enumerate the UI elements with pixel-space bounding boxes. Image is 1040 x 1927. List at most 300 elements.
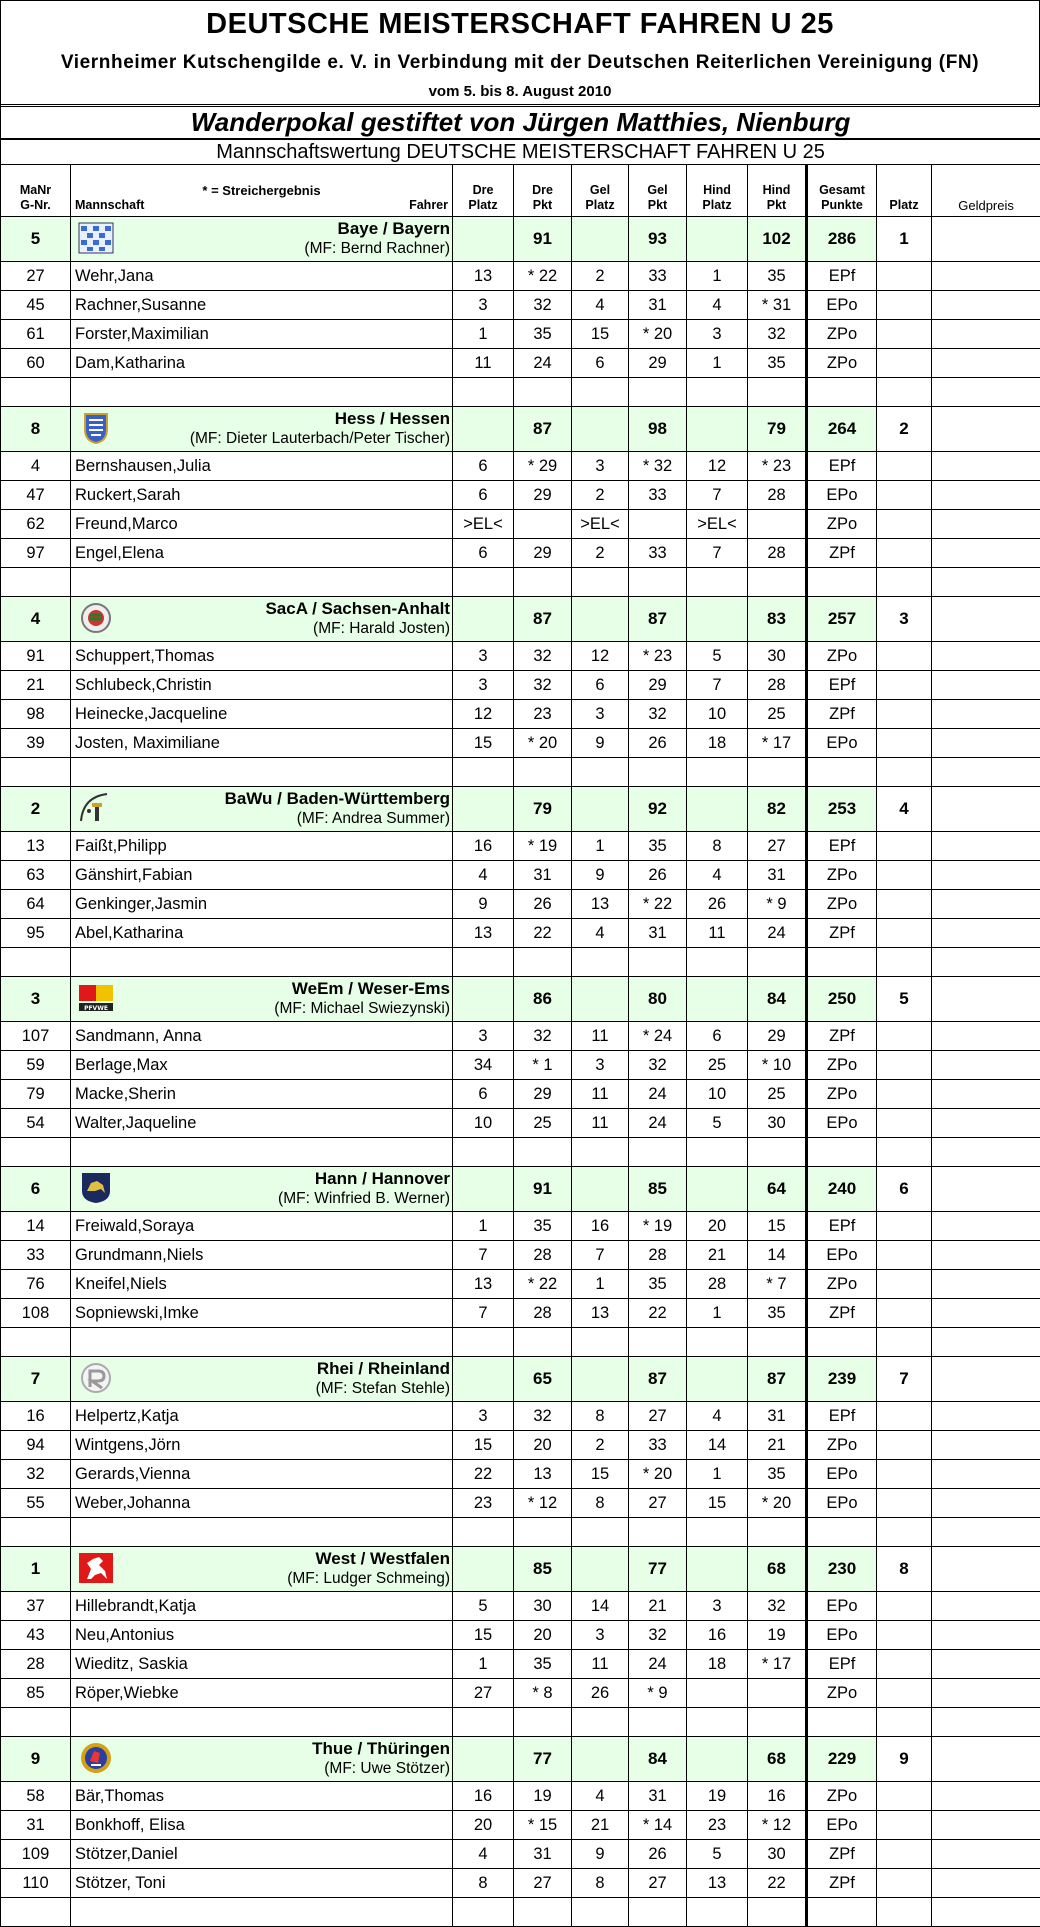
rider-gel-pkt: * 22 [629, 890, 687, 919]
rider-gel-pkt: * 20 [629, 320, 687, 349]
team-name-cell [71, 1167, 453, 1212]
team-geldpreis [932, 407, 1040, 452]
spacer-cell [748, 378, 807, 407]
rider-gel-platz: 7 [572, 1241, 629, 1270]
rider-class: EPo [807, 1592, 877, 1621]
rider-hind-pkt: 32 [748, 1592, 807, 1621]
rider-number: 85 [1, 1679, 71, 1708]
rider-gel-platz: 6 [572, 349, 629, 378]
col-mannschaft [71, 165, 453, 217]
rider-geldpreis [932, 452, 1040, 481]
team-row [1, 1167, 1040, 1212]
spacer-cell [807, 948, 877, 977]
rider-number: 108 [1, 1299, 71, 1328]
rider-row [1, 1460, 1040, 1489]
col-fahrer-label: Fahrer [409, 198, 448, 213]
team-hind-platz [687, 1167, 748, 1212]
spacer-cell [629, 378, 687, 407]
rider-gel-platz: 1 [572, 1270, 629, 1299]
spacer-cell [748, 1898, 807, 1927]
spacer-cell [932, 568, 1040, 597]
rider-row [1, 262, 1040, 291]
spacer-row [1, 1518, 1040, 1547]
col-hind-platz-l1: Hind [703, 183, 731, 197]
rider-row [1, 1650, 1040, 1679]
rider-gel-platz: 12 [572, 642, 629, 671]
rider-platz [877, 1840, 932, 1869]
rider-name: Gänshirt,Fabian [71, 861, 453, 890]
rider-class: ZPo [807, 1679, 877, 1708]
col-gesamt-l1: Gesamt [819, 183, 865, 197]
rider-dre-pkt: 29 [514, 481, 572, 510]
spacer-row [1, 378, 1040, 407]
rider-hind-platz: 25 [687, 1051, 748, 1080]
rider-geldpreis [932, 291, 1040, 320]
rider-dre-platz: 5 [453, 1592, 514, 1621]
spacer-row [1, 568, 1040, 597]
rider-hind-platz: 3 [687, 320, 748, 349]
rider-platz [877, 1241, 932, 1270]
rider-number: 63 [1, 861, 71, 890]
team-dre-pkt: 79 [514, 787, 572, 832]
rider-hind-pkt: 28 [748, 539, 807, 568]
rider-platz [877, 320, 932, 349]
rider-hind-pkt: 19 [748, 1621, 807, 1650]
rider-dre-pkt: 20 [514, 1621, 572, 1650]
rider-gel-platz: 21 [572, 1811, 629, 1840]
team-row [1, 597, 1040, 642]
rider-gel-platz: 4 [572, 1782, 629, 1811]
spacer-cell [877, 1138, 932, 1167]
rider-class: EPo [807, 1460, 877, 1489]
rider-hind-pkt: 14 [748, 1241, 807, 1270]
rider-dre-platz: 4 [453, 861, 514, 890]
rider-gel-platz: 13 [572, 890, 629, 919]
team-dre-platz [453, 1547, 514, 1592]
rider-hind-platz: 1 [687, 349, 748, 378]
team-platz: 7 [877, 1357, 932, 1402]
rider-gel-platz: 2 [572, 481, 629, 510]
rider-dre-pkt: * 8 [514, 1679, 572, 1708]
rider-name: Freund,Marco [71, 510, 453, 539]
spacer-cell [807, 1708, 877, 1737]
spacer-cell [514, 758, 572, 787]
spacer-cell [687, 1328, 748, 1357]
rider-hind-pkt: * 7 [748, 1270, 807, 1299]
rider-platz [877, 1431, 932, 1460]
team-gel-pkt: 77 [629, 1547, 687, 1592]
team-hind-pkt: 83 [748, 597, 807, 642]
team-dre-platz [453, 1357, 514, 1402]
svg-text:PFVWE: PFVWE [84, 1005, 108, 1012]
rider-platz [877, 1270, 932, 1299]
team-row [1, 1737, 1040, 1782]
spacer-cell [687, 758, 748, 787]
rider-geldpreis [932, 1679, 1040, 1708]
spacer-cell [572, 758, 629, 787]
rider-hind-pkt: 25 [748, 1080, 807, 1109]
spacer-cell [514, 1518, 572, 1547]
col-dre-platz-l1: Dre [473, 183, 494, 197]
rider-hind-pkt: 24 [748, 919, 807, 948]
team-number: 3 [1, 977, 71, 1022]
rider-number: 32 [1, 1460, 71, 1489]
col-gel-pkt-l1: Gel [647, 183, 667, 197]
rider-hind-pkt: 15 [748, 1212, 807, 1241]
rider-row [1, 1051, 1040, 1080]
spacer-cell [807, 1518, 877, 1547]
rider-number: 16 [1, 1402, 71, 1431]
spacer-cell [1, 1708, 71, 1737]
team-name: Thue / Thüringen [77, 1739, 450, 1759]
team-gesamt: 253 [807, 787, 877, 832]
team-row [1, 407, 1040, 452]
rider-class: ZPo [807, 1270, 877, 1299]
rider-name: Sandmann, Anna [71, 1022, 453, 1051]
team-dre-pkt: 65 [514, 1357, 572, 1402]
rider-gel-pkt: 29 [629, 349, 687, 378]
spacer-cell [1, 1328, 71, 1357]
rider-dre-pkt: 24 [514, 349, 572, 378]
rider-number: 61 [1, 320, 71, 349]
team-platz: 8 [877, 1547, 932, 1592]
spacer-cell [687, 948, 748, 977]
document-header [0, 0, 1040, 104]
rider-hind-pkt: 35 [748, 262, 807, 291]
team-gel-pkt: 84 [629, 1737, 687, 1782]
rider-dre-pkt: 20 [514, 1431, 572, 1460]
rider-platz [877, 481, 932, 510]
col-hind-platz [687, 165, 748, 217]
team-number: 2 [1, 787, 71, 832]
rider-dre-platz: 1 [453, 1650, 514, 1679]
spacer-cell [932, 758, 1040, 787]
rider-hind-platz: 5 [687, 1109, 748, 1138]
rider-name: Weber,Johanna [71, 1489, 453, 1518]
team-gel-pkt: 87 [629, 597, 687, 642]
rider-dre-platz: 9 [453, 890, 514, 919]
rider-name: Faißt,Philipp [71, 832, 453, 861]
spacer-cell [71, 948, 453, 977]
rider-geldpreis [932, 1869, 1040, 1898]
rider-platz [877, 1460, 932, 1489]
spacer-cell [629, 568, 687, 597]
spacer-cell [687, 1708, 748, 1737]
rider-hind-platz: 6 [687, 1022, 748, 1051]
rider-hind-platz: 4 [687, 861, 748, 890]
team-row [1, 1357, 1040, 1402]
team-name: SacA / Sachsen-Anhalt [77, 599, 450, 619]
spacer-cell [514, 378, 572, 407]
rider-number: 14 [1, 1212, 71, 1241]
rider-gel-platz: 4 [572, 919, 629, 948]
rider-hind-pkt: 31 [748, 861, 807, 890]
rider-number: 47 [1, 481, 71, 510]
team-hind-pkt: 79 [748, 407, 807, 452]
rider-hind-pkt: * 20 [748, 1489, 807, 1518]
rider-gel-platz: 11 [572, 1650, 629, 1679]
rider-name: Schlubeck,Christin [71, 671, 453, 700]
rider-platz [877, 890, 932, 919]
rider-gel-pkt: * 9 [629, 1679, 687, 1708]
rider-hind-pkt: 35 [748, 1299, 807, 1328]
rider-hind-pkt: 25 [748, 700, 807, 729]
spacer-cell [71, 568, 453, 597]
rider-dre-pkt: 28 [514, 1299, 572, 1328]
rider-hind-pkt: * 23 [748, 452, 807, 481]
rider-class: ZPf [807, 919, 877, 948]
col-gel-pkt [629, 165, 687, 217]
team-manager: (MF: Michael Swiezynski) [77, 999, 450, 1019]
rider-platz [877, 832, 932, 861]
rider-platz [877, 1592, 932, 1621]
spacer-cell [748, 1518, 807, 1547]
rider-dre-pkt: 13 [514, 1460, 572, 1489]
rider-class: EPf [807, 1402, 877, 1431]
rider-gel-pkt: 35 [629, 1270, 687, 1299]
team-name: Rhei / Rheinland [77, 1359, 450, 1379]
rider-class: EPo [807, 1241, 877, 1270]
rider-geldpreis [932, 1650, 1040, 1679]
rider-dre-platz: 27 [453, 1679, 514, 1708]
spacer-cell [807, 568, 877, 597]
rider-row [1, 510, 1040, 539]
rider-dre-platz: 4 [453, 1840, 514, 1869]
hesse-crest [77, 411, 115, 445]
spacer-cell [572, 1138, 629, 1167]
rider-hind-platz: 3 [687, 1592, 748, 1621]
team-geldpreis [932, 597, 1040, 642]
rider-name: Ruckert,Sarah [71, 481, 453, 510]
team-number: 6 [1, 1167, 71, 1212]
rider-row [1, 1299, 1040, 1328]
team-gel-platz [572, 1547, 629, 1592]
rider-gel-pkt: 33 [629, 481, 687, 510]
col-manr-label: MaNr [20, 183, 51, 197]
spacer-cell [748, 758, 807, 787]
rider-platz [877, 700, 932, 729]
rider-geldpreis [932, 1460, 1040, 1489]
rider-gel-pkt: * 23 [629, 642, 687, 671]
rider-platz [877, 1621, 932, 1650]
rider-name: Stötzer, Toni [71, 1869, 453, 1898]
rider-geldpreis [932, 1299, 1040, 1328]
rider-hind-platz: 21 [687, 1241, 748, 1270]
rider-class: EPf [807, 1212, 877, 1241]
team-number: 4 [1, 597, 71, 642]
rider-class: EPo [807, 1489, 877, 1518]
team-geldpreis [932, 787, 1040, 832]
rider-hind-pkt: 16 [748, 1782, 807, 1811]
rider-class: ZPo [807, 1782, 877, 1811]
team-gel-pkt: 93 [629, 217, 687, 262]
team-gesamt: 240 [807, 1167, 877, 1212]
spacer-cell [877, 378, 932, 407]
rider-name: Heinecke,Jacqueline [71, 700, 453, 729]
spacer-cell [877, 1518, 932, 1547]
rider-platz [877, 539, 932, 568]
rider-gel-pkt: 32 [629, 1621, 687, 1650]
spacer-cell [572, 948, 629, 977]
rider-number: 21 [1, 671, 71, 700]
team-hind-pkt: 64 [748, 1167, 807, 1212]
rider-number: 59 [1, 1051, 71, 1080]
rider-geldpreis [932, 1270, 1040, 1299]
team-name-cell [71, 407, 453, 452]
rider-hind-pkt: 35 [748, 349, 807, 378]
baden-wuerttemberg-crest [77, 791, 115, 825]
team-name-cell [71, 1357, 453, 1402]
team-name: WeEm / Weser-Ems [77, 979, 450, 999]
rider-platz [877, 1080, 932, 1109]
rider-row [1, 539, 1040, 568]
team-name-cell [71, 217, 453, 262]
rider-gel-platz: 14 [572, 1592, 629, 1621]
rider-name: Gerards,Vienna [71, 1460, 453, 1489]
spacer-cell [1, 948, 71, 977]
spacer-row [1, 1898, 1040, 1927]
spacer-cell [629, 948, 687, 977]
rider-hind-platz: 18 [687, 1650, 748, 1679]
rider-number: 58 [1, 1782, 71, 1811]
col-gesamt-l2: Punkte [821, 198, 863, 212]
rider-dre-pkt: 30 [514, 1592, 572, 1621]
rider-row [1, 700, 1040, 729]
rider-dre-platz: 23 [453, 1489, 514, 1518]
table-subtitle: Mannschaftswertung DEUTSCHE MEISTERSCHAFT FAHREN U 25 [1, 139, 1040, 165]
spacer-cell [514, 568, 572, 597]
rider-row [1, 1022, 1040, 1051]
rider-hind-pkt: 30 [748, 1840, 807, 1869]
rider-gel-pkt: 31 [629, 291, 687, 320]
rider-hind-platz: 10 [687, 700, 748, 729]
col-hind-pkt [748, 165, 807, 217]
spacer-cell [807, 1328, 877, 1357]
rider-hind-pkt: 29 [748, 1022, 807, 1051]
rider-gel-pkt: 22 [629, 1299, 687, 1328]
col-geldpreis [932, 165, 1040, 217]
col-gnr-label: G-Nr. [20, 198, 51, 212]
team-manager: (MF: Dieter Lauterbach/Peter Tischer) [77, 429, 450, 449]
rider-gel-platz: 3 [572, 700, 629, 729]
rider-hind-platz: 7 [687, 539, 748, 568]
team-gel-platz [572, 787, 629, 832]
rider-hind-pkt: 30 [748, 642, 807, 671]
spacer-cell [572, 1708, 629, 1737]
spacer-cell [1, 1898, 71, 1927]
rider-class: ZPo [807, 510, 877, 539]
rider-dre-pkt: 31 [514, 1840, 572, 1869]
team-hind-platz [687, 407, 748, 452]
spacer-cell [572, 1328, 629, 1357]
rider-class: EPo [807, 1811, 877, 1840]
rider-dre-platz: 20 [453, 1811, 514, 1840]
rider-name: Forster,Maximilian [71, 320, 453, 349]
rider-name: Wieditz, Saskia [71, 1650, 453, 1679]
rider-dre-platz: 3 [453, 671, 514, 700]
rider-hind-pkt: 22 [748, 1869, 807, 1898]
rider-gel-platz: 3 [572, 452, 629, 481]
col-gel-platz-l2: Platz [585, 198, 614, 212]
rider-row [1, 861, 1040, 890]
team-name-cell [71, 787, 453, 832]
team-gesamt: 286 [807, 217, 877, 262]
rider-name: Freiwald,Soraya [71, 1212, 453, 1241]
rider-hind-pkt: 35 [748, 1460, 807, 1489]
document-title: DEUTSCHE MEISTERSCHAFT FAHREN U 25 [0, 0, 1040, 46]
col-hind-platz-l2: Platz [702, 198, 731, 212]
rider-geldpreis [932, 832, 1040, 861]
rider-dre-platz: 12 [453, 700, 514, 729]
rider-dre-pkt: 25 [514, 1109, 572, 1138]
rider-geldpreis [932, 1840, 1040, 1869]
spacer-cell [877, 1708, 932, 1737]
col-dre-pkt-l2: Pkt [533, 198, 552, 212]
col-gel-platz [572, 165, 629, 217]
col-gel-platz-l1: Gel [590, 183, 610, 197]
rider-geldpreis [932, 1592, 1040, 1621]
rider-row [1, 919, 1040, 948]
rider-name: Wintgens,Jörn [71, 1431, 453, 1460]
rider-platz [877, 1782, 932, 1811]
team-dre-platz [453, 597, 514, 642]
spacer-cell [453, 1708, 514, 1737]
rider-hind-platz: 4 [687, 291, 748, 320]
rider-dre-pkt: 26 [514, 890, 572, 919]
rider-dre-platz: 10 [453, 1109, 514, 1138]
rider-gel-pkt: 29 [629, 671, 687, 700]
spacer-cell [1, 568, 71, 597]
team-platz: 5 [877, 977, 932, 1022]
rider-geldpreis [932, 700, 1040, 729]
rider-gel-pkt: 33 [629, 1431, 687, 1460]
rider-gel-pkt: * 14 [629, 1811, 687, 1840]
rider-gel-platz: 26 [572, 1679, 629, 1708]
team-number: 8 [1, 407, 71, 452]
rider-row [1, 1431, 1040, 1460]
rider-class: EPo [807, 1109, 877, 1138]
hannover-crest [77, 1171, 115, 1205]
rider-dre-pkt: * 19 [514, 832, 572, 861]
rider-geldpreis [932, 1811, 1040, 1840]
spacer-cell [1, 1518, 71, 1547]
team-hind-pkt: 84 [748, 977, 807, 1022]
spacer-cell [514, 1708, 572, 1737]
rider-name: Wehr,Jana [71, 262, 453, 291]
rider-hind-platz: >EL< [687, 510, 748, 539]
rider-name: Josten, Maximiliane [71, 729, 453, 758]
team-hind-pkt: 68 [748, 1737, 807, 1782]
rider-hind-platz: 1 [687, 1299, 748, 1328]
rider-geldpreis [932, 861, 1040, 890]
results-table [0, 104, 1040, 1927]
rider-geldpreis [932, 1782, 1040, 1811]
rider-dre-pkt: 32 [514, 1022, 572, 1051]
rider-gel-platz: 8 [572, 1402, 629, 1431]
rider-hind-pkt: 27 [748, 832, 807, 861]
team-gel-pkt: 87 [629, 1357, 687, 1402]
rider-name: Genkinger,Jasmin [71, 890, 453, 919]
spacer-cell [748, 948, 807, 977]
spacer-row [1, 948, 1040, 977]
rider-name: Hillebrandt,Katja [71, 1592, 453, 1621]
spacer-cell [877, 758, 932, 787]
rider-dre-pkt: 35 [514, 320, 572, 349]
col-geldpreis-label: Geldpreis [958, 198, 1014, 213]
rider-row [1, 1241, 1040, 1270]
rider-number: 107 [1, 1022, 71, 1051]
spacer-cell [807, 1898, 877, 1927]
